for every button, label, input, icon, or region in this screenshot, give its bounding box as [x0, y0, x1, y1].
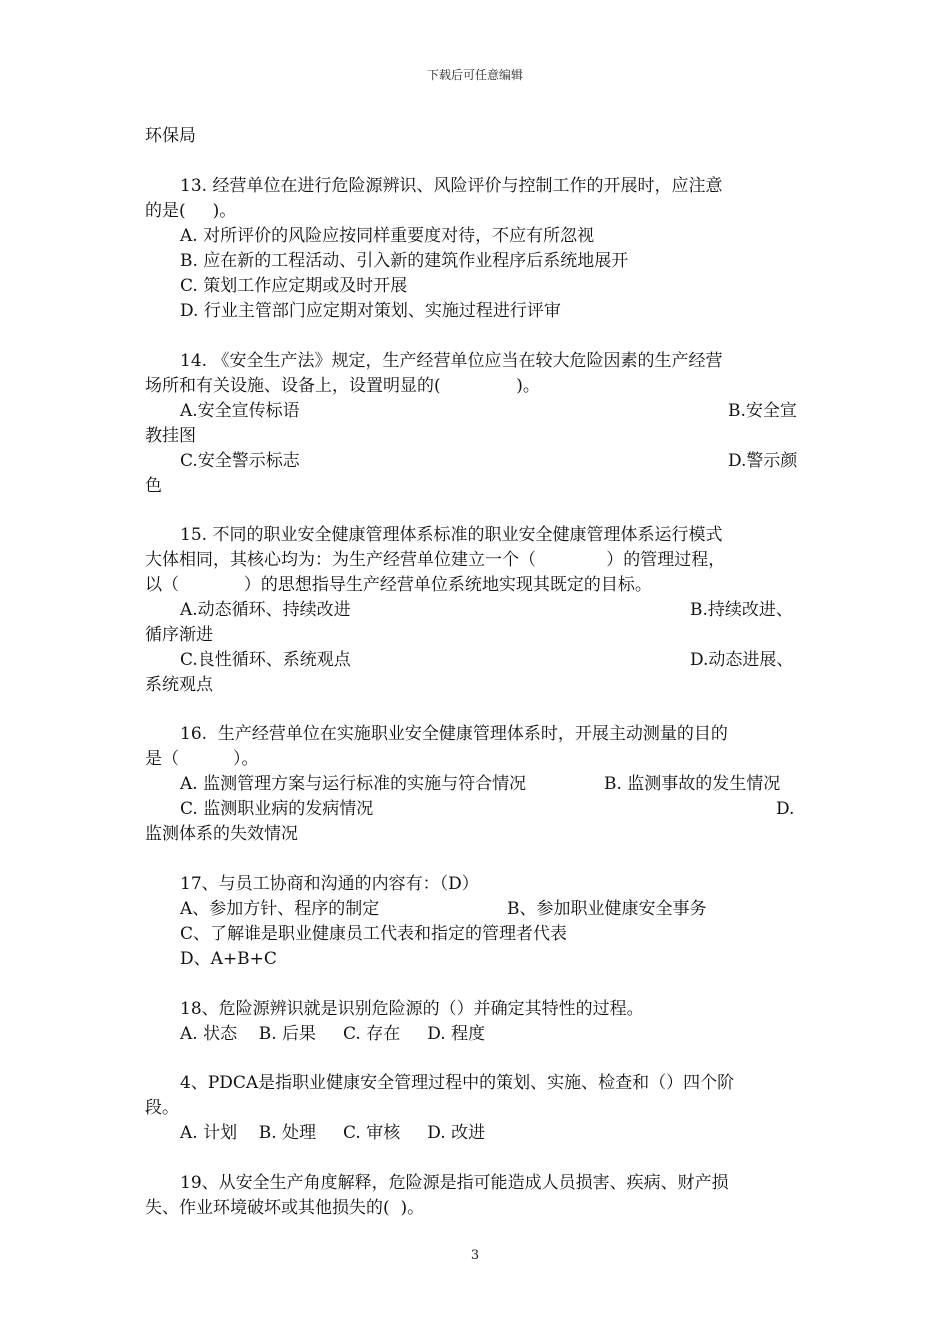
question-18-stem: 18、危险源辨识就是识别危险源的（）并确定其特性的过程。: [180, 999, 644, 1019]
question-13-option-c: C. 策划工作应定期或及时开展: [180, 276, 408, 296]
question-16-option-d-cont: 监测体系的失效情况: [145, 824, 298, 844]
question-15-option-a: A.动态循环、持续改进: [180, 600, 351, 620]
question-16-option-c: C. 监测职业病的发病情况: [180, 799, 374, 819]
question-15-stem-cont: 大体相同，其核心均为：为生产经营单位建立一个（ ）的管理过程，: [145, 550, 726, 570]
question-4-stem: 4、PDCA是指职业健康安全管理过程中的策划、实施、检查和（）四个阶: [180, 1073, 735, 1093]
text-line: 环保局: [145, 126, 196, 146]
question-19-stem: 19、从安全生产角度解释，危险源是指可能造成人员损害、疾病、财产损: [180, 1173, 729, 1193]
question-13-stem: 13. 经营单位在进行危险源辨识、风险评价与控制工作的开展时，应注意: [180, 176, 723, 196]
question-13-option-b: B. 应在新的工程活动、引入新的建筑作业程序后系统地展开: [180, 251, 629, 271]
question-14-option-a: A.安全宣传标语: [180, 401, 300, 421]
question-16-option-d: D.: [776, 799, 795, 819]
question-14-option-b-cont: 教挂图: [145, 426, 196, 446]
question-13-option-d: D. 行业主管部门应定期对策划、实施过程进行评审: [180, 301, 561, 321]
question-13-option-a: A. 对所评价的风险应按同样重要度对待，不应有所忽视: [180, 226, 595, 246]
question-19-stem-cont: 失、作业环境破坏或其他损失的( )。: [145, 1198, 425, 1218]
question-15-option-d-cont: 系统观点: [145, 675, 213, 695]
question-16-option-a: A. 监测管理方案与运行标准的实施与符合情况: [180, 774, 527, 794]
question-13-stem-cont: 的是( )。: [145, 201, 237, 221]
page-number: 3: [470, 1248, 480, 1263]
question-17-stem: 17、与员工协商和沟通的内容有：（D）: [180, 874, 479, 894]
question-17-option-c: C、了解谁是职业健康员工代表和指定的管理者代表: [180, 924, 568, 944]
question-4-options: A. 计划 B. 处理 C. 审核 D. 改进: [180, 1123, 486, 1143]
question-4-stem-cont: 段。: [145, 1098, 179, 1118]
question-15-option-b-cont: 循序渐进: [145, 625, 213, 645]
question-15-option-b: B.持续改进、: [690, 600, 793, 620]
question-17-option-a: A、参加方针、程序的制定: [180, 899, 380, 919]
question-15-stem-cont2: 以（ ）的思想指导生产经营单位系统地实现其既定的目标。: [145, 575, 652, 595]
question-15-option-c: C.良性循环、系统观点: [180, 650, 351, 670]
question-14-option-c: C.安全警示标志: [180, 451, 300, 471]
question-15-option-d: D.动态进展、: [690, 650, 794, 670]
question-14-stem-cont: 场所和有关设施、设备上，设置明显的( )。: [145, 376, 540, 396]
question-14-stem: 14. 《安全生产法》规定，生产经营单位应当在较大危险因素的生产经营: [180, 351, 723, 371]
page-header: 下载后可任意编辑: [426, 68, 523, 82]
question-14-option-d: D.警示颜: [728, 451, 798, 471]
question-15-stem: 15. 不同的职业安全健康管理体系标准的职业安全健康管理体系运行模式: [180, 525, 723, 545]
question-16-stem-cont: 是（ ）。: [145, 749, 259, 769]
question-17-option-b: B、参加职业健康安全事务: [507, 899, 707, 919]
question-16-option-b: B. 监测事故的发生情况: [604, 774, 781, 794]
question-14-option-b: B.安全宣: [728, 401, 797, 421]
question-17-option-d: D、A+B+C: [180, 949, 277, 969]
question-14-option-d-cont: 色: [145, 476, 162, 496]
question-18-options: A. 状态 B. 后果 C. 存在 D. 程度: [180, 1024, 486, 1044]
question-16-stem: 16. 生产经营单位在实施职业安全健康管理体系时，开展主动测量的目的: [180, 724, 728, 744]
